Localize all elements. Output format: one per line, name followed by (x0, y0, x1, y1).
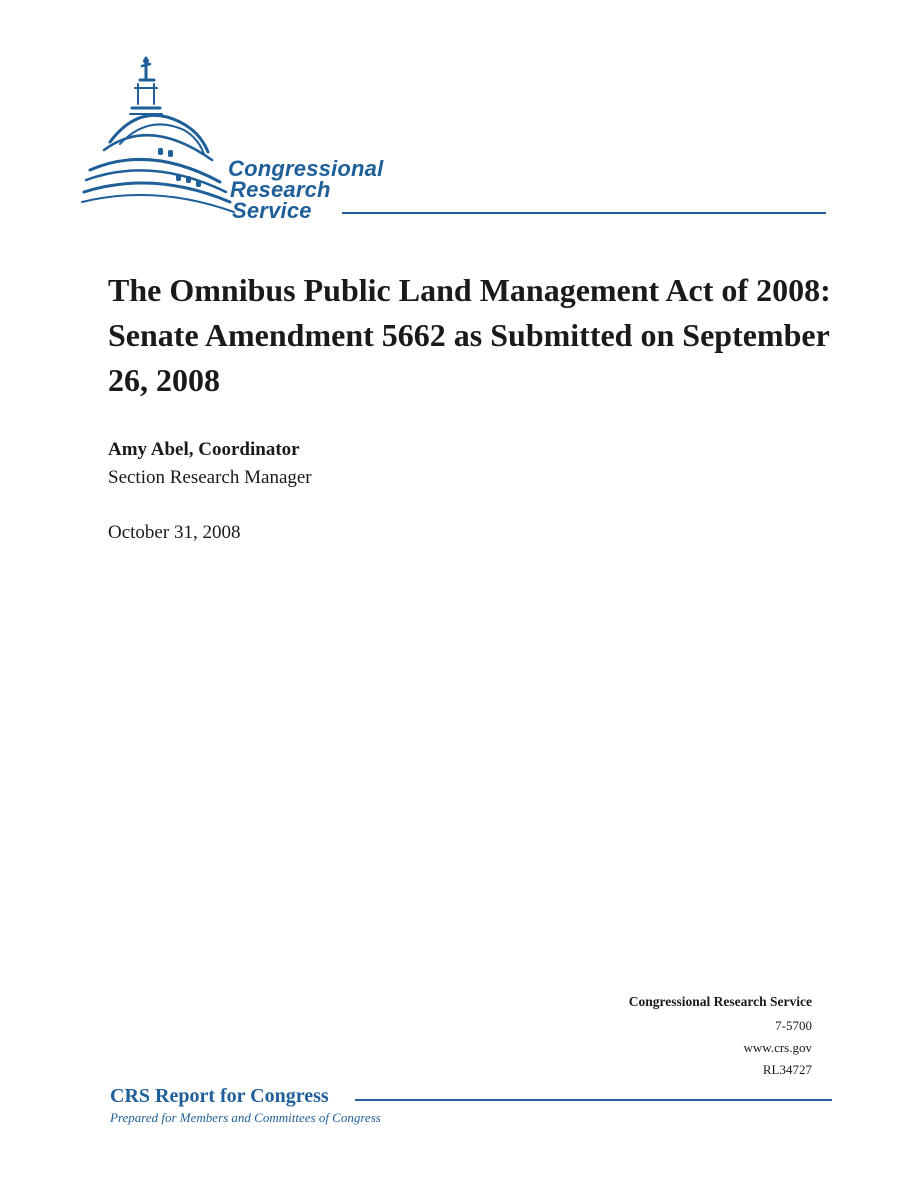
crs-website: www.crs.gov (743, 1040, 812, 1055)
logo-rule (342, 212, 826, 214)
footer-title: CRS Report for Congress (110, 1085, 329, 1107)
author-role: Section Research Manager (108, 467, 312, 488)
report-date: October 31, 2008 (108, 522, 241, 543)
logo-text-service: Service (232, 198, 312, 223)
report-title: The Omnibus Public Land Management Act of 2008: Senate Amendment 5662 as Submitted on September 26, 2008 (108, 272, 831, 398)
crs-code: 7-5700 (775, 1018, 812, 1033)
crs-logo (80, 52, 840, 227)
footer-rule (355, 1099, 832, 1101)
author-name: Amy Abel, Coordinator (108, 439, 300, 460)
footer-subtitle: Prepared for Members and Committees of Congress (110, 1110, 381, 1125)
logo-text-research: Research (230, 177, 331, 202)
capitol-dome-icon (80, 52, 240, 227)
crs-org-name: Congressional Research Service (628, 994, 812, 1009)
report-number: RL34727 (762, 1062, 812, 1077)
crs-info-block (629, 991, 812, 1081)
logo-text-congressional: Congressional (228, 156, 384, 181)
